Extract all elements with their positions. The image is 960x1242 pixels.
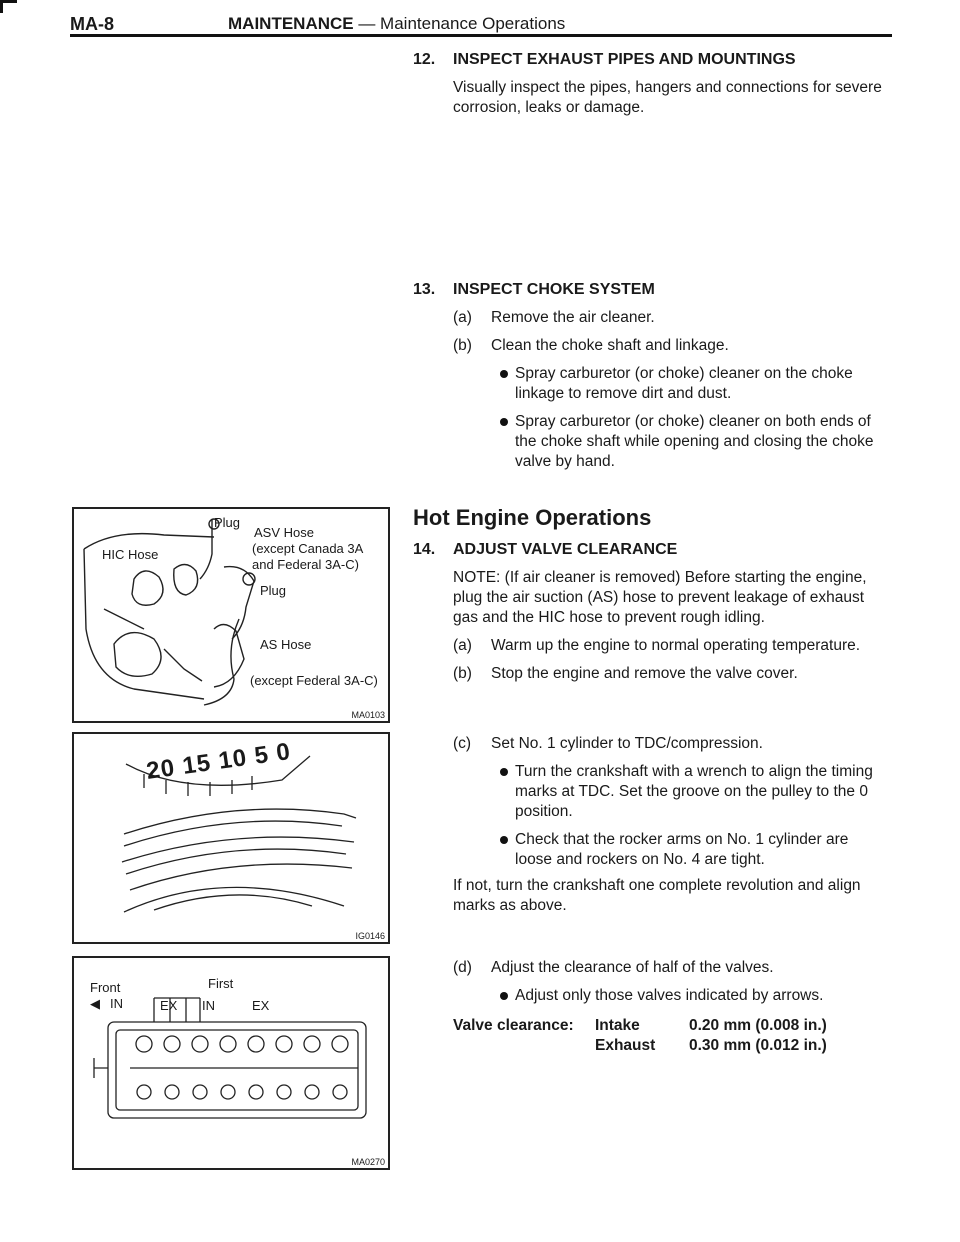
step-14-d-label: (d) (453, 959, 472, 976)
section-title-bold: MAINTENANCE (228, 14, 354, 33)
section-title-rest: — Maintenance Operations (353, 14, 566, 33)
step-13 (413, 280, 888, 472)
label-as-note: (except Federal 3A-C) (250, 673, 378, 688)
label-ex-2: EX (252, 998, 270, 1013)
hot-engine-section (413, 505, 888, 684)
step-14-b-label: (b) (453, 665, 472, 682)
step-12-number: 12. (413, 51, 436, 68)
step-14-a-text: Warm up the engine to normal operating temperature. (491, 637, 861, 654)
page-corner-mark (0, 0, 17, 13)
label-plug-top: Plug (214, 515, 241, 530)
step-14-d-text: Adjust the clearance of half of the valves. (491, 959, 774, 976)
label-asv-note-2: and Federal 3A-C) (252, 557, 359, 572)
step-14-d (413, 958, 888, 978)
step-14-a (413, 636, 888, 656)
step-13-b-text: Clean the choke shaft and linkage. (491, 337, 729, 354)
label-front-arrow: ◀ (90, 996, 100, 1011)
step-14-b (413, 664, 888, 684)
label-timing-scale: 20 15 10 5 0 (144, 738, 293, 785)
step-13-a (413, 308, 888, 328)
label-in-1: IN (110, 996, 123, 1011)
label-front: Front (90, 980, 121, 995)
step-14-c-bullet-2: Check that the rocker arms on No. 1 cylinder are loose and rockers on No. 4 are tight. (413, 830, 888, 870)
step-13-b (413, 336, 888, 356)
label-plug-mid: Plug (260, 583, 287, 598)
step-14-d-section (413, 958, 888, 1056)
spec-exhaust-value: 0.30 mm (0.012 in.) (689, 1037, 827, 1054)
spec-exhaust-label: Exhaust (595, 1037, 656, 1054)
spec-intake-label: Intake (595, 1017, 640, 1034)
step-14-number: 14. (413, 541, 436, 558)
step-14-c-bullet-1: Turn the crankshaft with a wrench to align the timing marks at TDC. Set the groove on the pulley to the 0 position. (413, 762, 888, 822)
step-13-title-text: INSPECT CHOKE SYSTEM (453, 281, 655, 298)
figure-hoses (72, 507, 390, 723)
step-14-title (413, 540, 888, 560)
figure-1-id: MA0103 (351, 710, 385, 720)
label-ex-1: EX (160, 998, 178, 1013)
step-13-title (413, 280, 888, 300)
label-asv-note-1: (except Canada 3A (252, 541, 364, 556)
step-12 (413, 50, 888, 118)
figure-2-id: IG0146 (355, 931, 385, 941)
step-13-a-text: Remove the air cleaner. (491, 309, 655, 326)
step-13-bullet-2: Spray carburetor (or choke) cleaner on both ends of the choke shaft while opening and closing the choke valve by hand. (413, 412, 888, 472)
step-12-title-text: INSPECT EXHAUST PIPES AND MOUNTINGS (453, 51, 796, 68)
valve-clearance-spec (413, 1016, 888, 1056)
figure-timing-marks (72, 732, 390, 944)
step-14-note: NOTE: (If air cleaner is removed) Before starting the engine, plug the air suction (AS) hose to prevent leakage of exhaust gas and the HIC hose to prevent rough idling. (453, 569, 867, 626)
page-number: MA-8 (70, 14, 114, 34)
step-12-body: Visually inspect the pipes, hangers and connections for severe corrosion, leaks or damage. (453, 79, 882, 116)
label-first: First (208, 976, 234, 991)
step-12-title (413, 50, 888, 70)
section-title (228, 14, 565, 34)
hot-engine-heading: Hot Engine Operations (413, 505, 652, 530)
step-14-b-text: Stop the engine and remove the valve cover. (491, 665, 798, 682)
step-14-c-text: Set No. 1 cylinder to TDC/compression. (491, 735, 763, 752)
figure-valve-layout (72, 956, 390, 1170)
spec-intake-value: 0.20 mm (0.008 in.) (689, 1017, 827, 1034)
step-13-b-label: (b) (453, 337, 472, 354)
step-14-c-section (413, 734, 888, 916)
step-14-c (413, 734, 888, 754)
step-13-a-label: (a) (453, 309, 472, 326)
label-asv-hose: ASV Hose (254, 525, 314, 540)
step-14-c-after: If not, turn the crankshaft one complete revolution and align marks as above. (453, 877, 861, 914)
step-13-bullet-1: Spray carburetor (or choke) cleaner on the choke linkage to remove dirt and dust. (413, 364, 888, 404)
step-14-title-text: ADJUST VALVE CLEARANCE (453, 541, 678, 558)
spec-label: Valve clearance: (453, 1017, 574, 1034)
step-14-a-label: (a) (453, 637, 472, 654)
figure-3-id: MA0270 (351, 1157, 385, 1167)
label-in-2: IN (202, 998, 215, 1013)
label-hic-hose: HIC Hose (102, 547, 159, 562)
step-13-number: 13. (413, 281, 436, 298)
step-14-d-bullet: Adjust only those valves indicated by arrows. (413, 986, 888, 1006)
header-rule (70, 34, 892, 37)
step-14-c-label: (c) (453, 735, 472, 752)
label-as-hose: AS Hose (260, 637, 312, 652)
